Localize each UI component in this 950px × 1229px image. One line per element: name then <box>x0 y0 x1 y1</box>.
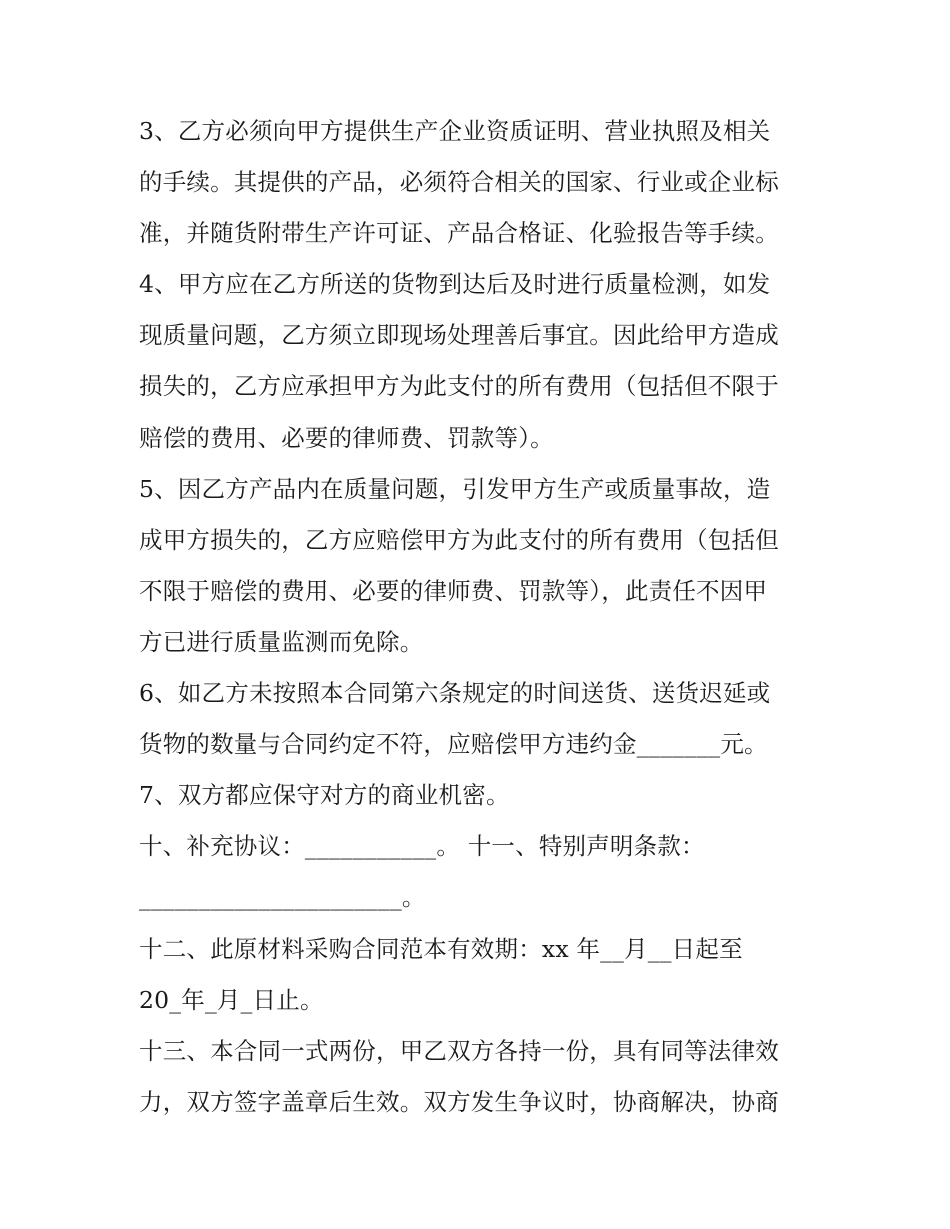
text-line: 的手续。其提供的产品，必须符合相关的国家、行业或企业标 <box>139 168 779 197</box>
text-line: 不限于赔偿的费用、必要的律师费、罚款等），此责任不因甲 <box>139 576 768 605</box>
text-line: 7、双方都应保守对方的商业机密。 <box>139 781 510 810</box>
text-line: 3、乙方必须向甲方提供生产企业资质证明、营业执照及相关 <box>139 117 771 145</box>
text-line: 赔偿的费用、必要的律师费、罚款等）。 <box>139 423 554 452</box>
text-line: ______________________。 <box>139 883 426 912</box>
text-line: 准，并随货附带生产许可证、产品合格证、化验报告等手续。 <box>139 219 779 248</box>
text-line: 20_年_月_日止。 <box>139 985 324 1014</box>
text-line: 十二、此原材料采购合同范本有效期：xx 年__月__日起至 <box>139 934 743 963</box>
text-line: 十三、本合同一式两份，甲乙双方各持一份，具有同等法律效 <box>139 1036 779 1065</box>
text-line: 货物的数量与合同约定不符，应赔偿甲方违约金_______元。 <box>139 730 768 759</box>
text-line: 现质量问题，乙方须立即现场处理善后事宜。因此给甲方造成 <box>139 321 779 350</box>
text-line: 损失的，乙方应承担甲方为此支付的所有费用（包括但不限于 <box>139 372 779 401</box>
text-line: 5、因乙方产品内在质量问题，引发甲方生产或质量事故，造 <box>139 474 771 503</box>
document-body <box>139 106 829 1128</box>
text-line: 力，双方签字盖章后生效。双方发生争议时，协商解决，协商 <box>139 1087 779 1116</box>
text-line: 6、如乙方未按照本合同第六条规定的时间送货、送货迟延或 <box>139 679 771 708</box>
text-line: 十、补充协议：___________。 十一、特别声明条款： <box>139 832 705 861</box>
text-line: 方已进行质量监测而免除。 <box>139 627 424 656</box>
text-line: 成甲方损失的，乙方应赔偿甲方为此支付的所有费用（包括但 <box>139 525 779 554</box>
text-line: 4、甲方应在乙方所送的货物到达后及时进行质量检测，如发 <box>139 270 771 299</box>
